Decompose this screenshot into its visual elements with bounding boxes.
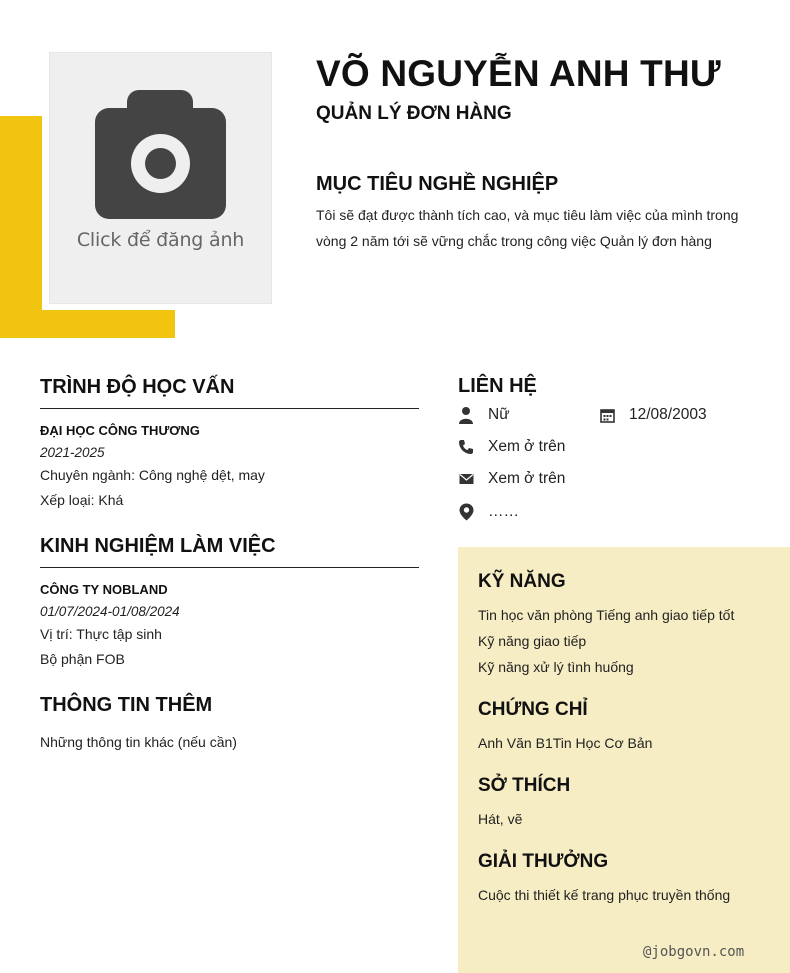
education-heading: TRÌNH ĐỘ HỌC VẤN [40, 376, 235, 398]
contact-birthdate [599, 406, 707, 424]
education-major: Chuyên ngành: Công nghệ dệt, may [40, 467, 265, 483]
experience-department: Bộ phận FOB [40, 651, 125, 667]
camera-icon [95, 90, 226, 219]
accent-bar-vertical [0, 116, 42, 338]
calendar-icon [599, 407, 615, 423]
objective-heading: MỤC TIÊU NGHỀ NGHIỆP [316, 173, 559, 195]
experience-period: 01/07/2024-01/08/2024 [40, 604, 180, 619]
additional-heading: THÔNG TIN THÊM [40, 694, 213, 716]
contact-gender [458, 406, 510, 424]
skills-heading: KỸ NĂNG [478, 571, 566, 592]
company-name: CÔNG TY NOBLAND [40, 582, 168, 597]
school-name: ĐẠI HỌC CÔNG THƯƠNG [40, 423, 200, 438]
contact-email [458, 470, 565, 488]
contact-address [458, 503, 519, 521]
education-grade: Xếp loại: Khá [40, 492, 124, 508]
hobbies-text: Hát, vẽ [478, 811, 523, 827]
phone-icon [458, 439, 474, 455]
gender-value: Nữ [488, 406, 510, 423]
photo-placeholder-text: Click để đăng ảnh [76, 229, 245, 251]
section-divider [40, 567, 419, 568]
contact-phone [458, 438, 565, 456]
contact-heading: LIÊN HỆ [458, 375, 537, 397]
certificates-text: Anh Văn B1Tin Học Cơ Bản [478, 735, 653, 751]
skill-item: Kỹ năng xử lý tình huống [478, 659, 634, 675]
skill-item: Tin học văn phòng Tiếng anh giao tiếp tốt [478, 607, 735, 623]
skill-item: Kỹ năng giao tiếp [478, 633, 587, 649]
experience-position: Vị trí: Thực tập sinh [40, 626, 162, 642]
person-icon [458, 407, 474, 423]
candidate-name: VÕ NGUYỄN ANH THƯ [316, 53, 721, 94]
experience-section [40, 535, 419, 667]
side-panel [458, 547, 790, 973]
objective-text: Tôi sẽ đạt được thành tích cao, và mục tiêu làm việc của mình trong vòng 2 năm tới sẽ vững chắc trong công việc Quản lý đơn hàng [316, 207, 739, 249]
awards-text: Cuộc thi thiết kế trang phục truyền thống [478, 887, 731, 903]
accent-bar-horizontal [0, 310, 175, 338]
phone-value: Xem ở trên [488, 438, 566, 455]
certificates-heading: CHỨNG CHỈ [478, 699, 588, 720]
job-title: QUẢN LÝ ĐƠN HÀNG [316, 103, 512, 124]
education-section [40, 376, 419, 508]
additional-text: Những thông tin khác (nếu cần) [40, 734, 237, 750]
education-period: 2021-2025 [40, 445, 105, 460]
experience-heading: KINH NGHIỆM LÀM VIỆC [40, 535, 276, 557]
watermark: @jobgovn.com [643, 944, 745, 960]
address-value: …… [488, 503, 519, 520]
awards-heading: GIẢI THƯỞNG [478, 851, 609, 872]
additional-section [40, 694, 419, 750]
birthdate-value: 12/08/2003 [629, 406, 707, 423]
email-value: Xem ở trên [488, 470, 566, 487]
email-icon [458, 471, 474, 487]
photo-upload-area[interactable] [50, 53, 271, 303]
section-divider [40, 408, 419, 409]
hobbies-heading: SỞ THÍCH [478, 775, 571, 796]
location-pin-icon [458, 504, 474, 520]
